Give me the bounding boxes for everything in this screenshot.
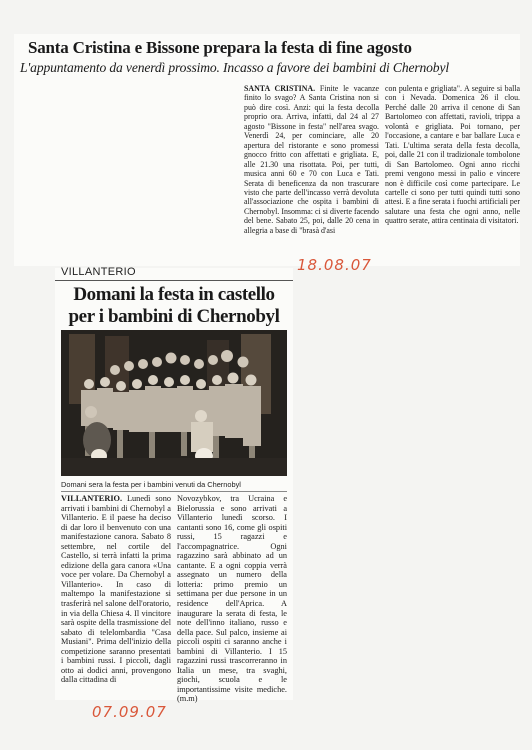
column-text: Lunedì sono arrivati i bambini di Chernobyl a Villanterio. E il paese ha deciso di dar loro il benvenuto con una manifestazione canora. Sabato 8 settembre, nel cortile del Castello, si terrà infatti la prima edizione della gara canora «Una voce per volare. Da Chernobyl a Villanterio». In caso di maltempo la manifestazione si trasferirà nel salone dell'oratorio, in via della Chiesa 4. Il vincitore sarà ospite della trasmissione del sabato di telelombardia "Casa Musiani". Prima dell'inizio della competizione saranno presentati i bambini russi. I piccoli, dagli otto ai dodici anni, provengono dalla cittadina di <box>61 494 171 685</box>
section-label: VILLANTERIO <box>61 266 136 278</box>
divider <box>55 280 293 281</box>
clipping-villanterio <box>55 266 293 704</box>
headline-santa-cristina: Santa Cristina e Bissone prepara la festa di fine agosto <box>28 38 412 57</box>
article-column <box>61 494 171 698</box>
divider <box>61 491 287 492</box>
handwritten-date: 07.09.07 <box>92 703 167 721</box>
handwritten-date: 18.08.07 <box>297 256 372 274</box>
column-text: Finite le vacanze finito lo svago? A Santa Cristina non si può dire così. Anzi: qui la festa decolla proprio ora. Arriva, infatti, dal 24 al 27 agosto "Bissone in festa" nell'area svago. Venerdì 24, per cominciare, alle 20 apertura del ristorante e sono promessi gnocco fritto con affettati e grigliata. E, alle 21.30 una risottata. Poi, per tutti, musica anni 60 e 70 con Luca e Tati. Serata di beneficenza da non trascurare visto che parte dell'incasso verrà devoluta all'associazione che ospita i bambini di Chernobyl. Insomma: ci si diverte facendo del bene. Sabato 25, poi, dalle 20 cena in allegria a base di "brasà d'asi <box>244 84 379 235</box>
subheadline-santa-cristina: L'appuntamento da venerdì prossimo. Incasso a favore dei bambini di Chernobyl <box>20 60 449 75</box>
article-column <box>385 84 520 290</box>
article-body-villanterio <box>61 494 287 704</box>
dateline: VILLANTERIO. <box>61 494 123 503</box>
article-body-santa-cristina <box>244 84 520 290</box>
dateline: SANTA CRISTINA. <box>244 84 316 93</box>
article-column <box>177 494 287 704</box>
column-text: Novozybkov, tra Ucraina e Bielorussia e sono arrivati a Villanterio lunedì scorso. I cantanti sono 16, come gli ospiti russi, 15 ragazzi e l'accompagnatrice. Ogni ragazzino sarà abbinato ad un cantante. E a ogni coppia verrà assegnato un numero della lotteria: primo premio un settimana per due persone in un residence dell'Aprica. A inaugurare la serata di festa, le note dell'inno italiano, russo e della pace. Sul palco, insieme ai piccoli ospiti ci saranno anche i bambini di Villanterio. I 15 ragazzini russi trascorreranno in Italia un mese, tra svaghi, giochi, scuola e le importantissime visite mediche. (m.m) <box>177 494 287 704</box>
photo-caption: Domani sera la festa per i bambini venuti da Chernobyl <box>61 480 241 489</box>
clipping-santa-cristina <box>14 34 520 266</box>
group-photo-illustration <box>61 330 287 476</box>
column-text: con pulenta e grigliata". A seguire si balla con i Nevada. Domenica 26 il clou. Perché dalle 20 arriva il cenone di San Bartolomeo con affettati, ravioli, trippa a volontà e grigliata. Poi tornano, per l'occasione, a cantare e bar ballare Luca e Tati. L'ultima serata della festa decolla, poi, dalle 21 con il tradizionale tombolone di San Bartolomeo. Ogni anno ricchi premi vengono messi in palio e vincere non è difficile così come partecipare. Le cartelle ci sono per tutti quindi tutti sono attesi. E a fine serata i fuochi artificiali per salutare una festa che ogni anno, nelle quattro serate, attira centinaia di visitatori. <box>385 84 520 226</box>
headline-villanterio: Domani la festa in castello per i bambini di Chernobyl <box>68 284 280 327</box>
group-photo <box>61 330 287 476</box>
